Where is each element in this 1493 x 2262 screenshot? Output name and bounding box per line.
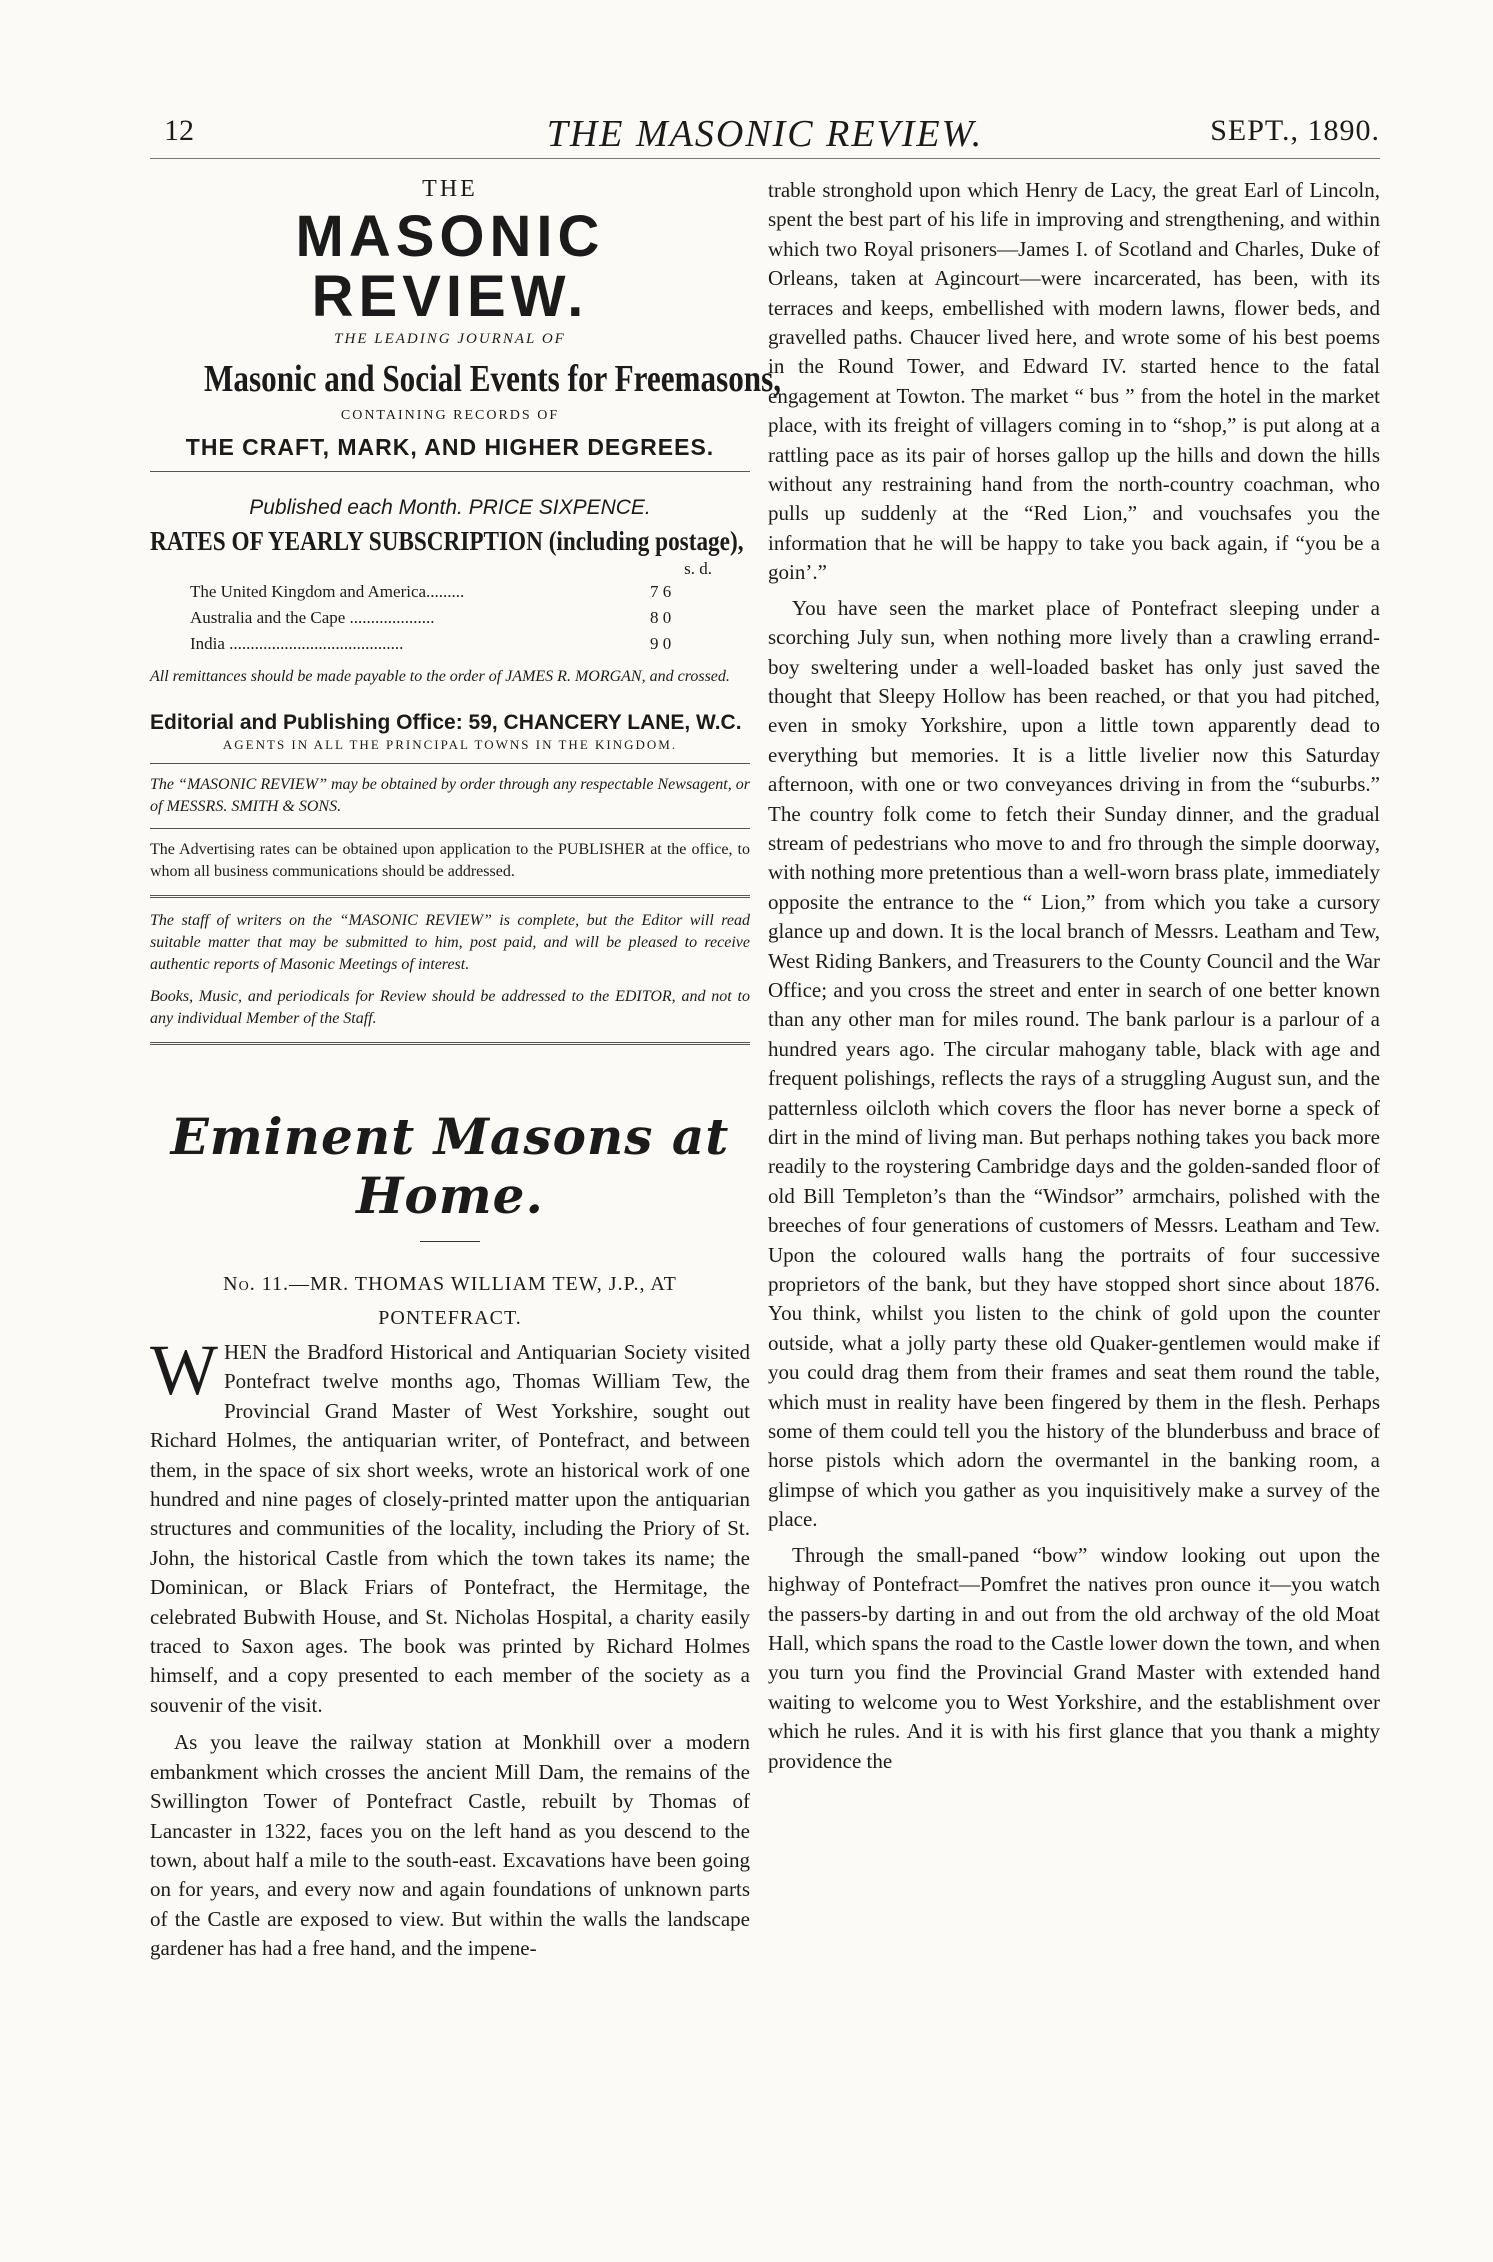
divider (150, 471, 750, 472)
publication-frequency: Published each Month. PRICE SIXPENCE. (249, 496, 651, 519)
masthead-containing: CONTAINING RECORDS OF (340, 408, 560, 423)
rate-value: 7 6 (650, 582, 672, 601)
right-column (768, 176, 1380, 1776)
article-paragraph: As you leave the railway station at Monkhill over a modern embankment which crosses the ancient Mill Dam, the remains of the Swillington Tower of Pontefract Castle, rebuilt by Thomas of Lancaster in 1322, faces you on the left hand as you descend to the town, about half a mile to the south-east. Excavations have been going on for years, and every now and again foundations of unknown parts of the Castle are exposed to view. But within the walls the landscape gardener has had a free hand, and the impene- (150, 1730, 750, 1961)
left-column (150, 176, 782, 1964)
divider (150, 763, 750, 764)
masthead (150, 176, 782, 461)
rate-value: 9 0 (650, 634, 672, 653)
agents-line: AGENTS IN ALL THE PRINCIPAL TOWNS IN THE KINGDOM. (222, 737, 678, 752)
divider (150, 828, 750, 829)
newsagent-notice: The “MASONIC REVIEW” may be obtained by order through any respectable Newsagent, or of MESSRS. SMITH & SONS. (150, 776, 750, 815)
rate-region: Australia and the Cape .................... (190, 608, 435, 627)
rates-table (150, 559, 750, 657)
article-paragraph: trable stronghold upon which Henry de Lacy, the great Earl of Lincoln, spent the best part of his life in improving and strengthening, and within which two Royal prisoners—James I. of Scotland and Charles, Duke of Orleans, taken at Agincourt—were incarcerated, has been, with its terraces and keeps, embellished with modern lawns, flower beds, and gravelled paths. Chaucer lived here, and wrote some of his best poems in the Round Tower, and Edward IV. started hence to the fatal engagement at Towton. The market “ bus ” from the hotel in the market place, with its freight of villagers coming in to “shop,” is put along at a rattling pace as its pair of horses gallop up the hills and down the hills without any restraining hand from the north-country coachman, who pulls up suddenly at the “Red Lion,” and vouchsafes you the information that he will be happy to take you back again, if “you be a goin’.” (768, 178, 1380, 585)
article-paragraph: You have seen the market place of Pontefract sleeping under a scorching July sun, when nothing more lively than a crawling errand-boy sweltering under a well-loaded basket has only just saved the thought that Sleepy Hollow has been reached, or that you had pitched, even in smoky Yorkshire, upon a little town apparently dead to everything but memories. It is a little livelier now this Saturday afternoon, with one or two conveyances driving in from the “suburbs.” The country folk come to fetch their Sunday dinner, and the gradual stream of pedestrians who move to and fro through the simple doorway, with nothing more pretentious than a well-worn brass plate, immediately opposite the entrance to the “ Lion,” from which you take a cursory glance up and down. It is the local branch of Messrs. Leatham and Tew, West Riding Bankers, and Treasurers to the County Council and the War Office; and you cross the street and enter in search of one better known than any other man for miles round. The bank parlour is a parlour of a hundred years ago. The circular mahogany table, black with age and frequent polishings, reflects the rays of a struggling August sun, and the patternless oilcloth which covers the floor has never borne a speck of dirt in the mind of living man. But perhaps nothing takes you back more readily to the roystering Cambridge days and the golden-sanded floor of old Bill Templeton’s than the “Windsor” armchairs, polished with the breeches of four generations of customers of Messrs. Leatham and Tew. Upon the coloured walls hang the portraits of four successive proprietors of the bank, but they have stopped short since about 1876. You think, whilst you listen to the chink of gold upon the counter outside, what a jolly party these old Quaker-gentlemen would make if you could drag them from their frames and seat them round the table, which must in reality have been fingered by them in the flesh. Perhaps some of them could tell you the history of the blunderbuss and brace of horse pistols which adorn the overmantel in the banking room, a glimpse of which you gather as you inquisitively make a survey of the place. (768, 595, 1380, 1532)
rate-region: India ......................................... (190, 634, 404, 653)
office-address: Editorial and Publishing Office: 59, CHANCERY LANE, W.C. (150, 711, 742, 734)
double-divider (150, 1042, 750, 1045)
short-divider (420, 1241, 480, 1242)
rate-row (150, 631, 750, 657)
rate-row (150, 605, 750, 631)
article-paragraph (150, 1330, 750, 1720)
masthead-the: THE (422, 176, 478, 202)
masthead-name: MASONIC REVIEW. (295, 204, 605, 329)
page-number: 12 (164, 114, 194, 147)
article-paragraph: Through the small-paned “bow” window looking out upon the highway of Pontefract—Pomfret the natives pron ounce it—you watch the passers-by darting in and out from the old archway of the old Moat Hall, which spans the road to the Castle lower down the town, and when you turn you find the Provincial Grand Master with extended hand waiting to welcome you to West Yorkshire, and the establishment over which he rules. And it is with his first glance that you thank a mighty providence the (768, 1542, 1380, 1773)
double-divider (150, 895, 750, 898)
rate-value: 8 0 (650, 608, 672, 627)
running-header (150, 112, 1380, 159)
issue-date: SEPT., 1890. (1210, 114, 1380, 147)
books-notice: Books, Music, and periodicals for Review should be addressed to the EDITOR, and not to any individual Member of the Staff. (150, 988, 750, 1027)
rate-region: The United Kingdom and America......... (190, 582, 465, 601)
article-heading: Eminent Masons at Home. (170, 1107, 730, 1225)
rates-units: s. d. (684, 559, 712, 578)
staff-notice: The staff of writers on the “MASONIC REVIEW” is complete, but the Editor will read suitable matter that may be submitted to him, post paid, and will be pleased to receive authentic reports of Masonic Meetings of interest. (150, 912, 750, 973)
article-subheading-1: No. 11.—MR. THOMAS WILLIAM TEW, J.P., AT (223, 1273, 677, 1295)
article-subheading-2: PONTEFRACT. (378, 1307, 522, 1329)
journal-title: THE MASONIC REVIEW. (546, 113, 984, 155)
masthead-subtitle: THE LEADING JOURNAL OF (334, 331, 566, 347)
rates-title: RATES OF YEARLY SUBSCRIPTION (including postage), (150, 526, 744, 556)
masthead-degrees: THE CRAFT, MARK, AND HIGHER DEGREES. (185, 434, 715, 460)
remittance-note: All remittances should be made payable to the order of JAMES R. MORGAN, and crossed. (150, 668, 730, 685)
paragraph-text: HEN the Bradford Historical and Antiquarian Society visited Pontefract twelve months ago, Thomas William Tew, the Provincial Grand Master of West Yorkshire, sought out Richard Holmes, the antiquarian writer, of Pontefract, and between them, in the space of six short weeks, wrote an historical work of one hundred and nine pages of closely-printed matter upon the antiquarian structures and communities of the locality, including the Priory of St. John, the historical Castle from which the town takes its name; the Dominican, or Black Friars of Pontefract, the Hermitage, the celebrated Bubwith House, and St. Nicholas Hospital, a charity easily traced to Saxon ages. The book was printed by Richard Holmes himself, and a copy presented to each member of the society as a souvenir of the visit. (150, 1340, 750, 1717)
drop-cap: W (150, 1330, 218, 1410)
rate-row (150, 579, 750, 605)
masthead-tagline: Masonic and Social Events for Freemasons, (204, 358, 782, 400)
advertising-notice: The Advertising rates can be obtained upon application to the PUBLISHER at the office, to whom all business communications should be addressed. (150, 841, 750, 880)
